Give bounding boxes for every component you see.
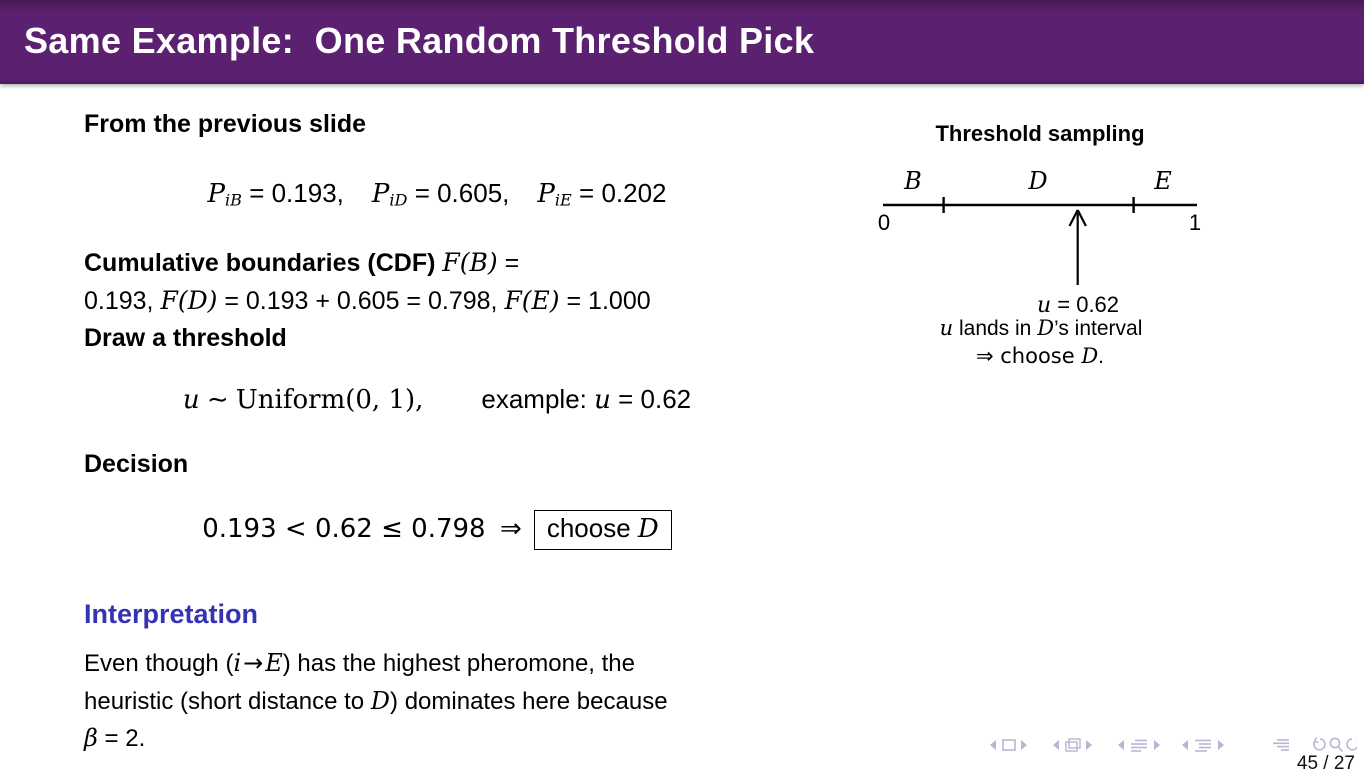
math-sub-iB: iB <box>224 190 242 210</box>
math-num: = 1.000 <box>566 287 651 315</box>
math-var-u: u <box>939 316 954 340</box>
interpretation-line3 <box>84 720 804 758</box>
cdf-line1 <box>84 244 799 282</box>
cdf-line2 <box>84 282 799 320</box>
text: heuristic (short distance to <box>84 687 371 715</box>
math-var-u: u <box>182 385 200 415</box>
to-arrow: → <box>243 649 264 677</box>
forward-icon[interactable] <box>1347 739 1357 750</box>
interpretation-paragraph <box>84 645 804 758</box>
text: . <box>1098 345 1105 368</box>
math-FE: F(E) <box>504 286 560 315</box>
text: = 2. <box>97 725 146 752</box>
u-value-label <box>1037 292 1119 318</box>
navigation-symbols <box>985 736 1357 754</box>
math-sub-iD: iD <box>389 190 408 210</box>
diagram-title: Threshold sampling <box>935 121 1145 146</box>
prev-subsection-icon[interactable] <box>1118 740 1124 750</box>
search-icon[interactable] <box>1330 738 1342 751</box>
math-FB: F(B) <box>442 248 498 277</box>
math-value: = 0.62 <box>618 384 692 414</box>
math-var-P: P <box>371 179 390 209</box>
uniform-equation <box>84 384 790 415</box>
text: ) has the highest pheromone, the <box>282 650 635 677</box>
math-var-u: u <box>1036 293 1052 318</box>
math-value: = 0.202 <box>571 178 667 208</box>
text: ’s interval <box>1054 317 1143 340</box>
heading-decision: Decision <box>84 450 189 478</box>
axis-label-zero: 0 <box>877 210 891 235</box>
text: Even though ( <box>84 650 234 677</box>
next-subsection-icon[interactable] <box>1154 740 1160 750</box>
math-var-i: i <box>233 649 242 677</box>
threshold-sampling-diagram <box>860 110 1220 380</box>
math-var-D: D <box>637 514 659 544</box>
heading-draw-threshold: Draw a threshold <box>84 324 287 352</box>
text: lands in <box>953 317 1038 340</box>
next-frame-icon[interactable] <box>1086 740 1092 750</box>
math-var-E: E <box>265 649 283 677</box>
math-sub-iE: iE <box>554 190 572 210</box>
math-num: 0.193, <box>84 287 154 315</box>
segment-label-D: D <box>1028 167 1048 195</box>
beamer-navigation-bar <box>985 736 1357 754</box>
math-var-u: u <box>594 385 611 415</box>
heading-interpretation: Interpretation <box>84 599 259 629</box>
u-arrow <box>1070 210 1086 285</box>
math-var-D: D <box>1037 316 1055 340</box>
implies-choose-text: ⇒ choose <box>975 344 1082 368</box>
math-FD: F(D) <box>160 286 218 315</box>
prev-slide-icon[interactable] <box>990 740 996 750</box>
frame-icon[interactable] <box>1066 739 1080 751</box>
prev-frame-icon[interactable] <box>1053 740 1059 750</box>
next-section-icon[interactable] <box>1218 740 1224 750</box>
prev-section-icon[interactable] <box>1182 740 1188 750</box>
math-var-P: P <box>537 179 555 209</box>
heading-previous-slide: From the previous slide <box>84 110 367 138</box>
diagram-caption-2 <box>976 344 1104 369</box>
math-var-D: D <box>1081 344 1099 368</box>
uniform-distribution: Uniform(0, 1), <box>235 385 424 415</box>
math-value: = 0.62 <box>1051 292 1120 317</box>
decision-equation <box>84 510 790 550</box>
next-slide-icon[interactable] <box>1021 740 1027 750</box>
interpretation-line2 <box>84 683 804 721</box>
section-icon[interactable] <box>1195 741 1211 752</box>
cdf-paragraph <box>84 244 799 357</box>
slide-title: Same Example: One Random Threshold Pick <box>24 20 815 62</box>
choose-word: choose <box>546 513 631 543</box>
cdf-bold-label: Cumulative boundaries (CDF) <box>84 249 436 277</box>
math-value: = 0.605, <box>407 178 510 208</box>
math-value: = 0.193, <box>241 178 344 208</box>
tilde-operator: ∼ <box>206 385 229 415</box>
choose-d-box <box>534 510 672 550</box>
text: ) dominates here because <box>390 687 668 715</box>
math-var-P: P <box>207 179 225 209</box>
title-bar <box>0 0 1364 84</box>
segment-label-B: B <box>904 167 922 195</box>
presentation-end-icon[interactable] <box>1273 740 1289 750</box>
axis-label-one: 1 <box>1188 210 1202 235</box>
math-var-D: D <box>370 686 391 715</box>
implies-arrow: ⇒ <box>500 514 522 544</box>
probability-equation <box>84 178 790 210</box>
page-number: 45 / 27 <box>1296 753 1355 774</box>
diagram-caption-1 <box>940 316 1143 341</box>
back-icon[interactable] <box>1314 738 1325 750</box>
math-expr: = 0.193 + 0.605 = 0.798, <box>224 287 498 315</box>
inequality: 0.193 < 0.62 ≤ 0.798 <box>202 514 486 544</box>
math-var-beta: β <box>84 724 98 752</box>
interpretation-line1 <box>84 645 804 683</box>
example-label: example: <box>481 384 587 414</box>
segment-label-E: E <box>1154 167 1172 195</box>
math-eq: = <box>504 249 520 277</box>
slide-icon[interactable] <box>1003 740 1015 750</box>
subsection-icon[interactable] <box>1131 741 1147 752</box>
